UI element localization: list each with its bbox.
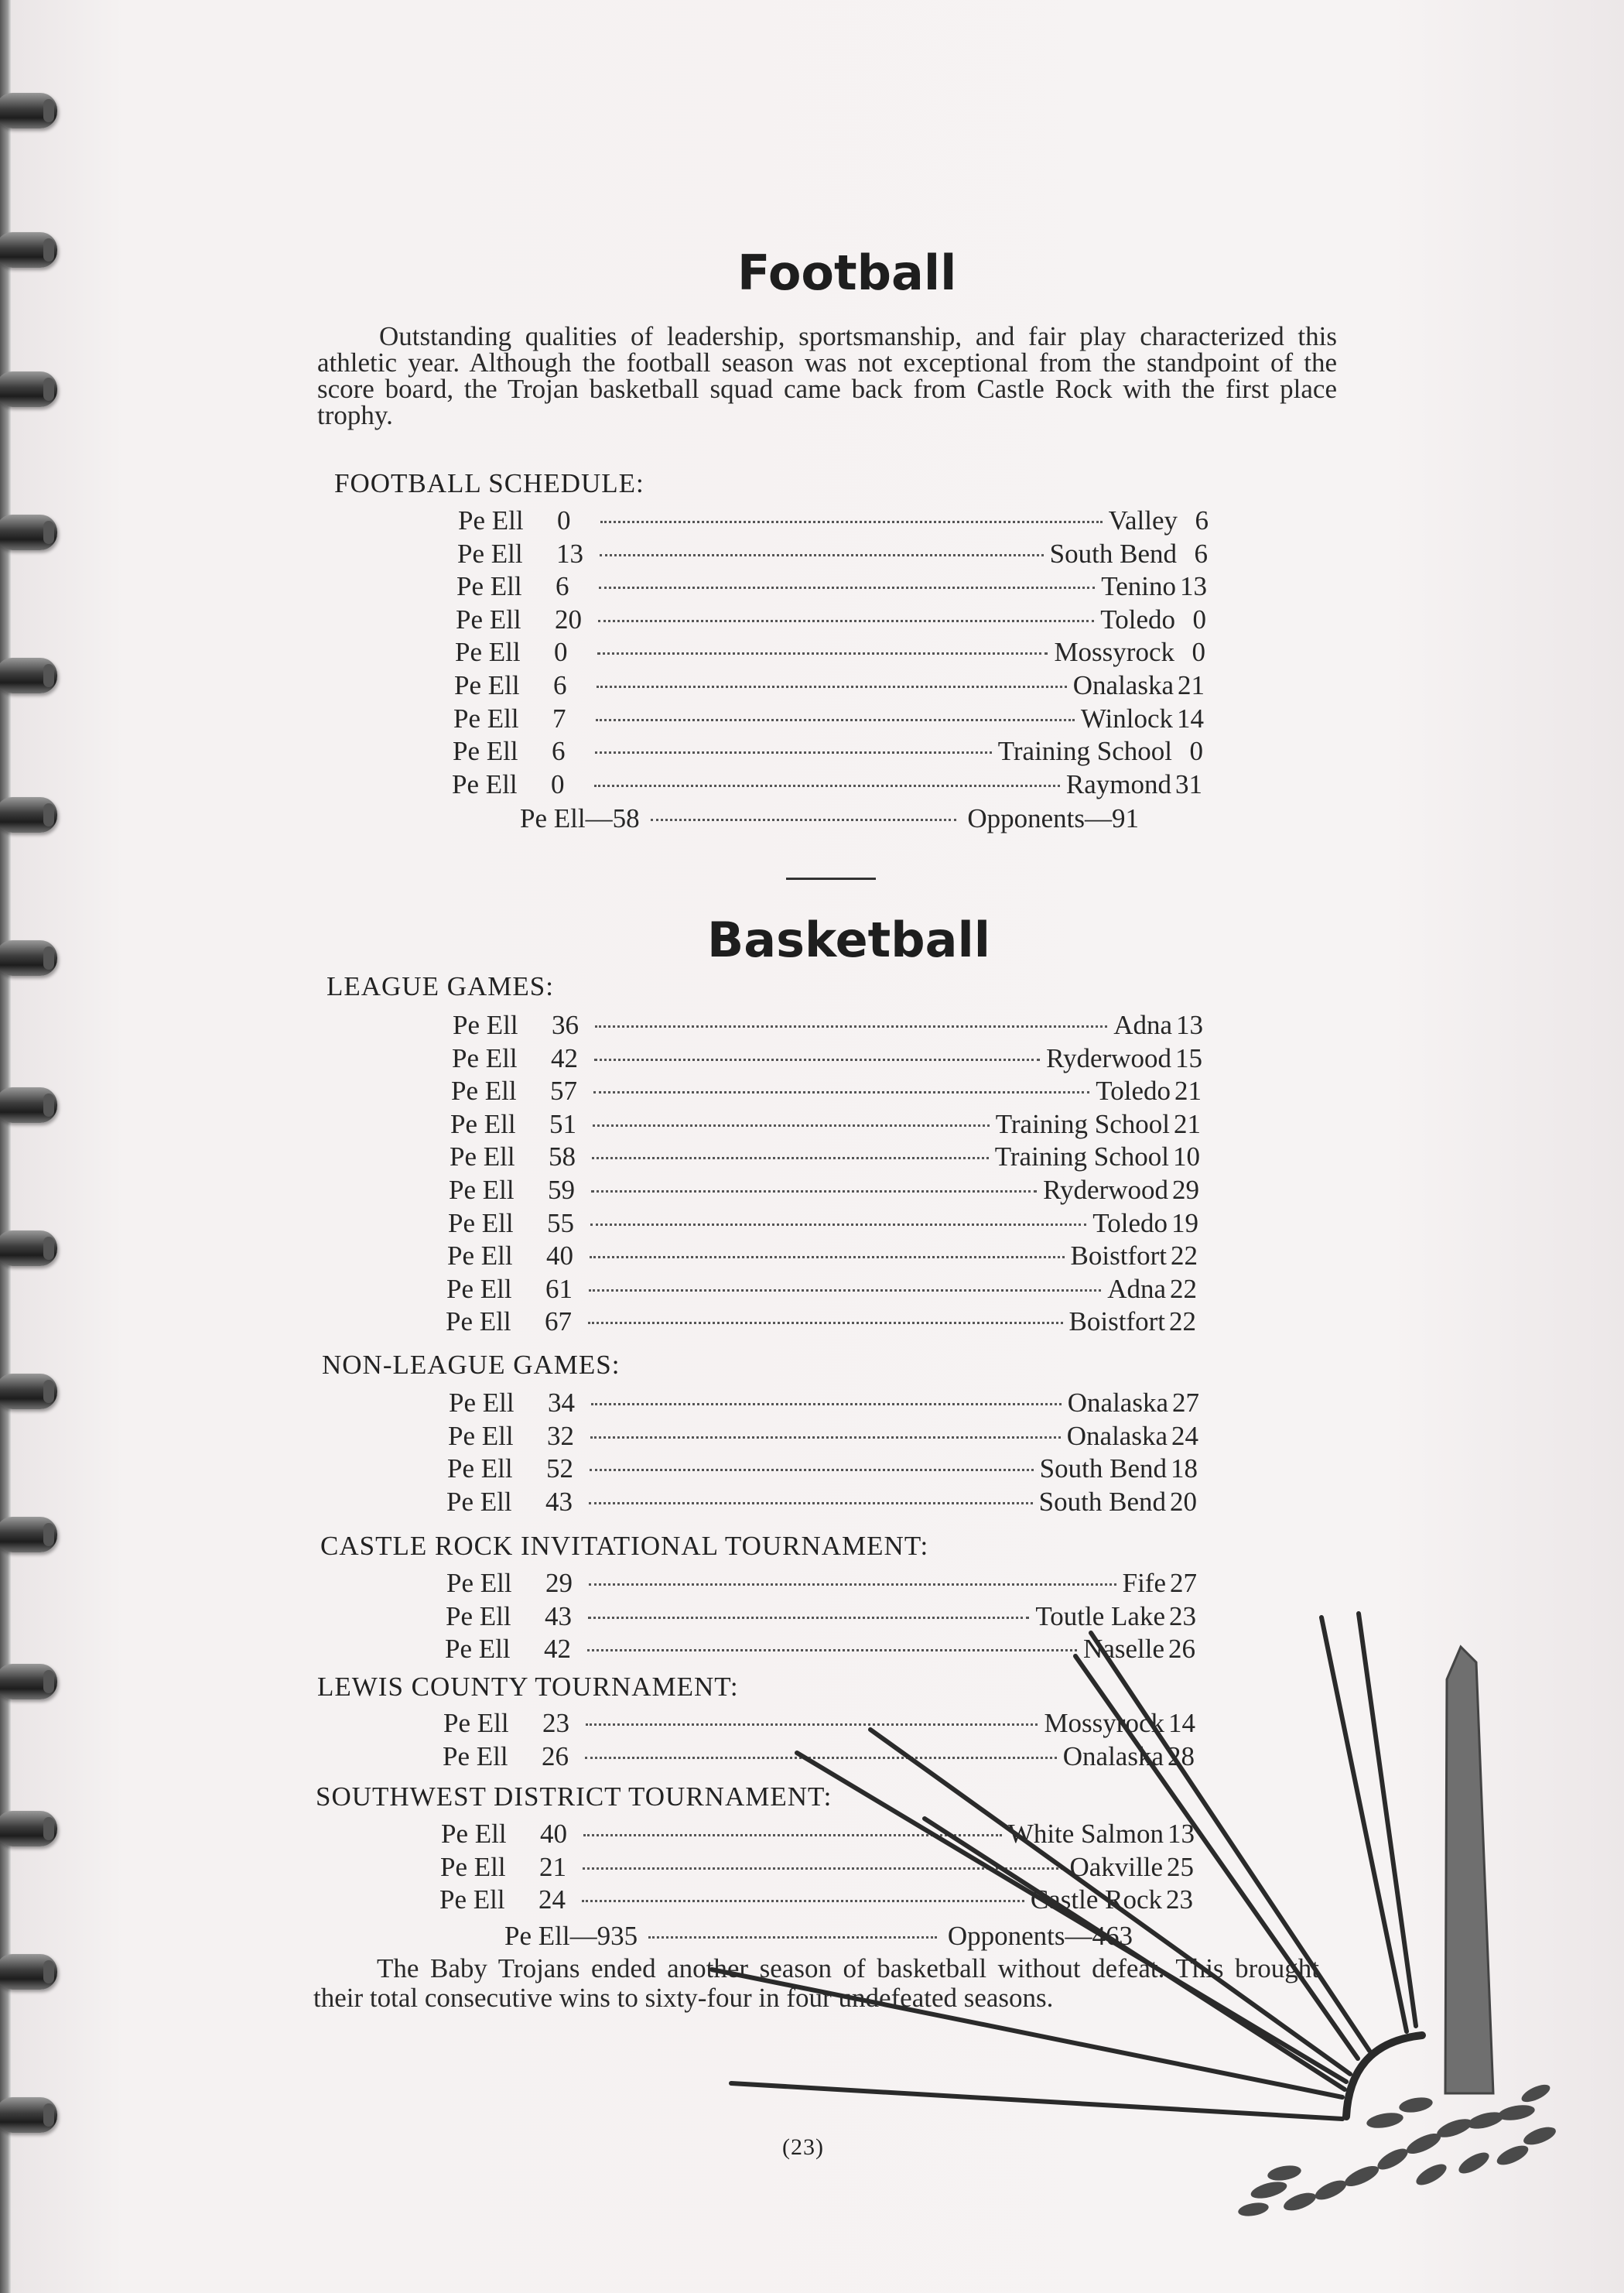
castle-rock-label: CASTLE ROCK INVITATIONAL TOURNAMENT: <box>320 1531 929 1561</box>
team-score: 20 <box>555 604 582 635</box>
game-row <box>443 1741 1195 1774</box>
team-name: Pe Ell <box>455 637 521 668</box>
team-name: Pe Ell <box>445 1634 511 1665</box>
dot-leader <box>591 1190 1037 1193</box>
team-name: Pe Ell <box>447 1241 513 1271</box>
team-name: Pe Ell <box>450 1141 515 1172</box>
dot-leader <box>595 751 992 754</box>
game-row <box>448 1208 1198 1241</box>
dot-leader <box>594 1059 1040 1061</box>
game-row <box>449 1175 1199 1207</box>
team-name: Pe Ell <box>458 505 524 536</box>
spiral-coil <box>0 658 57 693</box>
game-row <box>446 1568 1197 1600</box>
game-row <box>452 769 1202 802</box>
spiral-coil <box>0 940 57 976</box>
spiral-coil <box>0 2097 57 2133</box>
dot-leader <box>651 819 957 821</box>
opponent-name: Training School <box>994 1141 1169 1172</box>
foliage <box>1237 2081 1558 2218</box>
dot-leader <box>599 587 1095 589</box>
dot-leader <box>595 1025 1107 1028</box>
spiral-coil <box>0 371 57 407</box>
game-row <box>439 1884 1193 1917</box>
team-score: 6 <box>556 571 569 602</box>
game-row <box>446 1306 1196 1339</box>
opponent-score: 0 <box>1192 604 1206 635</box>
game-row <box>452 1043 1202 1076</box>
opponent-score: 22 <box>1169 1306 1196 1337</box>
team-score: 0 <box>557 505 571 536</box>
opponent-name: Tenino <box>1101 571 1176 602</box>
opponent-name: Mossyrock <box>1054 637 1174 668</box>
sun-ray <box>1359 1614 1416 2026</box>
team-score: 6 <box>553 670 567 700</box>
spiral-coil <box>0 1517 57 1552</box>
game-row <box>451 1076 1202 1108</box>
sun-arc <box>1346 2035 1422 2117</box>
opponent-score: 22 <box>1171 1241 1198 1271</box>
team-score: 24 <box>538 1884 566 1915</box>
basketball-total-opponents: Opponents—463 <box>947 1921 1133 1951</box>
dot-leader <box>589 1289 1101 1292</box>
spiral-coil <box>0 1087 57 1123</box>
team-score: 52 <box>546 1453 573 1484</box>
opponent-name: Toledo <box>1096 1076 1171 1107</box>
spiral-binding <box>0 0 70 2293</box>
team-score: 21 <box>539 1851 566 1882</box>
opponent-name: Boistfort <box>1070 1241 1167 1271</box>
opponent-name: Ryderwood <box>1043 1175 1168 1205</box>
opponent-name: Ryderwood <box>1046 1042 1171 1073</box>
opponent-name: Oakville <box>1069 1851 1163 1882</box>
game-row <box>453 736 1203 768</box>
dot-leader <box>598 620 1094 622</box>
dot-leader <box>600 521 1103 523</box>
opponent-name: Toutle Lake <box>1035 1600 1165 1631</box>
opponent-name: Onalaska <box>1067 1388 1168 1418</box>
game-row <box>450 1141 1200 1174</box>
opponent-score: 21 <box>1174 1108 1201 1139</box>
team-score: 34 <box>548 1388 575 1418</box>
league-games-label: LEAGUE GAMES: <box>327 971 554 1001</box>
team-score: 67 <box>545 1306 572 1337</box>
opponent-score: 23 <box>1166 1884 1193 1915</box>
game-row <box>441 1819 1195 1851</box>
dot-leader <box>587 1649 1077 1651</box>
game-row <box>447 1241 1198 1273</box>
game-row <box>450 1109 1201 1141</box>
opponent-score: 18 <box>1171 1453 1198 1484</box>
team-name: Pe Ell <box>452 1042 518 1073</box>
team-name: Pe Ell <box>453 736 518 767</box>
dot-leader <box>600 554 1044 556</box>
opponent-name: Valley <box>1108 505 1178 536</box>
dot-leader <box>592 1157 989 1159</box>
team-name: Pe Ell <box>448 1420 514 1451</box>
game-row <box>456 604 1206 637</box>
opponent-score: 24 <box>1171 1420 1198 1451</box>
team-name: Pe Ell <box>446 1273 512 1304</box>
opponent-name: Training School <box>997 736 1172 767</box>
team-score: 57 <box>550 1076 577 1107</box>
game-row <box>455 637 1205 669</box>
dot-leader <box>588 1322 1063 1324</box>
game-row <box>445 1634 1195 1666</box>
opponent-score: 20 <box>1170 1486 1197 1517</box>
dot-leader <box>593 1091 1089 1093</box>
opponent-name: Toledo <box>1092 1207 1168 1238</box>
closing-paragraph <box>313 1954 1319 2013</box>
opponent-name: White Salmon <box>1007 1819 1164 1849</box>
opponent-name: Mossyrock <box>1044 1708 1164 1738</box>
team-name: Pe Ell <box>449 1388 515 1418</box>
sun-ray <box>797 1753 1346 2082</box>
football-total-row <box>520 803 1139 836</box>
opponent-score: 25 <box>1167 1851 1194 1882</box>
spiral-coil <box>0 1664 57 1699</box>
team-name: Pe Ell <box>449 1175 515 1205</box>
team-name: Pe Ell <box>447 1453 513 1484</box>
team-score: 43 <box>545 1486 573 1517</box>
opponent-score: 13 <box>1180 571 1207 602</box>
opponent-score: 21 <box>1178 670 1205 700</box>
opponent-score: 15 <box>1175 1042 1202 1073</box>
dot-leader <box>593 1124 990 1127</box>
dot-leader <box>588 1617 1029 1619</box>
team-score: 7 <box>552 703 566 734</box>
dot-leader <box>590 1256 1065 1258</box>
team-score: 32 <box>547 1420 574 1451</box>
game-row <box>446 1487 1197 1519</box>
opponent-name: Onalaska <box>1072 670 1174 700</box>
opponent-score: 0 <box>1192 637 1205 668</box>
team-score: 13 <box>556 538 583 569</box>
spiral-coil <box>0 1954 57 1990</box>
team-score: 59 <box>548 1175 575 1205</box>
team-score: 42 <box>544 1634 571 1665</box>
team-score: 43 <box>545 1600 572 1631</box>
dot-leader <box>590 1436 1061 1439</box>
game-row <box>453 1010 1203 1042</box>
game-row <box>443 1708 1195 1740</box>
team-name: Pe Ell <box>456 604 521 635</box>
opponent-name: Boistfort <box>1068 1306 1165 1337</box>
intro-paragraph <box>317 323 1337 429</box>
lewis-county-label: LEWIS COUNTY TOURNAMENT: <box>317 1672 739 1702</box>
game-row <box>447 1453 1198 1486</box>
opponent-name: Training School <box>995 1108 1170 1139</box>
team-score: 36 <box>552 1010 579 1040</box>
team-name: Pe Ell <box>448 1207 514 1238</box>
team-score: 29 <box>545 1568 573 1598</box>
football-heading: Football <box>737 245 957 301</box>
basketball-total-row <box>504 1921 1133 1953</box>
opponent-name: Raymond <box>1065 768 1171 799</box>
team-name: Pe Ell <box>451 1076 517 1107</box>
game-row <box>446 1601 1196 1634</box>
football-schedule-label: FOOTBALL SCHEDULE: <box>334 468 644 498</box>
team-name: Pe Ell <box>441 1819 507 1849</box>
game-row <box>449 1388 1199 1420</box>
spiral-coil <box>0 515 57 550</box>
opponent-score: 19 <box>1171 1207 1198 1238</box>
opponent-score: 13 <box>1176 1010 1203 1040</box>
game-row <box>440 1852 1194 1884</box>
team-score: 42 <box>551 1042 578 1073</box>
team-name: Pe Ell <box>456 571 522 602</box>
nonleague-games-label: NON-LEAGUE GAMES: <box>322 1350 621 1380</box>
closing-paragraph-text: The Baby Trojans ended another season of basketball without defeat. This brought their total consecutive wins to sixty-four in four undefeated seasons. <box>313 1953 1319 2013</box>
opponent-score: 31 <box>1175 768 1202 799</box>
dot-leader <box>596 719 1075 721</box>
team-score: 0 <box>554 637 568 668</box>
opponent-score: 14 <box>1177 703 1204 734</box>
team-score: 40 <box>546 1241 573 1271</box>
section-divider <box>786 878 876 880</box>
opponent-name: Fife <box>1122 1568 1166 1598</box>
opponent-name: Castle Rock <box>1030 1884 1162 1915</box>
team-name: Pe Ell <box>446 1306 511 1337</box>
intro-paragraph-text: Outstanding qualities of leadership, sportsmanship, and fair play characterized this athletic year. Although the football season was not exceptional from the standpoint of the score board, the Trojan basketball squad came back from Castle Rock with the first place trophy. <box>317 321 1337 430</box>
spiral-coil <box>0 797 57 833</box>
page-number: (23) <box>782 2134 824 2160</box>
team-name: Pe Ell <box>453 703 519 734</box>
dot-leader <box>591 1403 1062 1405</box>
dot-leader <box>582 1900 1024 1902</box>
southwest-label: SOUTHWEST DISTRICT TOURNAMENT: <box>316 1781 833 1812</box>
game-row <box>458 505 1209 538</box>
dot-leader <box>589 1502 1033 1504</box>
team-score: 23 <box>542 1708 569 1738</box>
basketball-heading: Basketball <box>707 912 990 968</box>
spiral-coil <box>0 93 57 128</box>
dot-leader <box>590 1469 1034 1471</box>
game-row <box>453 703 1204 736</box>
spiral-coil <box>0 1811 57 1846</box>
opponent-name: South Bend <box>1038 1486 1166 1517</box>
sun-ray <box>731 2083 1342 2119</box>
team-name: Pe Ell <box>446 1486 512 1517</box>
game-row <box>457 539 1208 571</box>
team-score: 61 <box>545 1273 573 1304</box>
dot-leader <box>590 1224 1086 1226</box>
dot-leader <box>583 1834 1002 1836</box>
opponent-name: South Bend <box>1039 1453 1167 1484</box>
team-name: Pe Ell <box>453 1010 518 1040</box>
sun-ray <box>1321 1617 1407 2031</box>
basketball-total-us: Pe Ell—935 <box>504 1921 638 1951</box>
opponent-score: 29 <box>1172 1175 1199 1205</box>
opponent-name: Adna <box>1113 1010 1172 1040</box>
team-score: 51 <box>549 1108 576 1139</box>
page-edge <box>0 0 11 2293</box>
team-score: 0 <box>551 768 565 799</box>
football-total-us: Pe Ell—58 <box>520 803 640 833</box>
opponent-score: 28 <box>1168 1740 1195 1771</box>
team-score: 6 <box>552 736 566 767</box>
opponent-score: 14 <box>1168 1708 1195 1738</box>
dot-leader <box>589 1583 1116 1586</box>
opponent-score: 10 <box>1173 1141 1200 1172</box>
opponent-score: 27 <box>1172 1388 1199 1418</box>
team-name: Pe Ell <box>457 538 523 569</box>
opponent-name: Adna <box>1107 1273 1166 1304</box>
dot-leader <box>597 652 1048 655</box>
opponent-score: 6 <box>1194 538 1208 569</box>
team-name: Pe Ell <box>452 768 518 799</box>
team-name: Pe Ell <box>454 670 520 700</box>
team-name: Pe Ell <box>446 1600 511 1631</box>
team-name: Pe Ell <box>450 1108 516 1139</box>
game-row <box>446 1274 1197 1306</box>
opponent-name: Onalaska <box>1066 1420 1168 1451</box>
dot-leader <box>648 1936 937 1939</box>
opponent-score: 21 <box>1174 1076 1202 1107</box>
team-score: 40 <box>540 1819 567 1849</box>
obelisk <box>1445 1647 1493 2093</box>
game-row <box>456 571 1207 604</box>
team-name: Pe Ell <box>446 1568 512 1598</box>
team-score: 58 <box>549 1141 576 1172</box>
opponent-score: 22 <box>1170 1273 1197 1304</box>
opponent-score: 26 <box>1168 1634 1195 1665</box>
spiral-coil <box>0 1374 57 1409</box>
team-name: Pe Ell <box>443 1708 509 1738</box>
team-score: 55 <box>547 1207 574 1238</box>
opponent-name: Winlock <box>1080 703 1173 734</box>
game-row <box>448 1421 1198 1453</box>
dot-leader <box>583 1867 1063 1870</box>
opponent-score: 0 <box>1189 736 1203 767</box>
opponent-score: 23 <box>1169 1600 1196 1631</box>
team-name: Pe Ell <box>439 1884 505 1915</box>
game-row <box>454 670 1205 703</box>
team-name: Pe Ell <box>443 1740 508 1771</box>
opponent-name: Naselle <box>1083 1634 1164 1665</box>
dot-leader <box>586 1723 1038 1726</box>
football-total-opponents: Opponents—91 <box>967 803 1139 833</box>
team-name: Pe Ell <box>440 1851 506 1882</box>
opponent-name: South Bend <box>1049 538 1177 569</box>
dot-leader <box>594 785 1060 787</box>
spiral-coil <box>0 1230 57 1266</box>
dot-leader <box>585 1757 1057 1759</box>
spiral-coil <box>0 232 57 268</box>
opponent-score: 6 <box>1195 505 1209 536</box>
opponent-score: 27 <box>1170 1568 1197 1598</box>
opponent-name: Onalaska <box>1062 1740 1164 1771</box>
team-score: 26 <box>542 1740 569 1771</box>
opponent-score: 13 <box>1168 1819 1195 1849</box>
dot-leader <box>597 686 1067 688</box>
opponent-name: Toledo <box>1100 604 1175 635</box>
